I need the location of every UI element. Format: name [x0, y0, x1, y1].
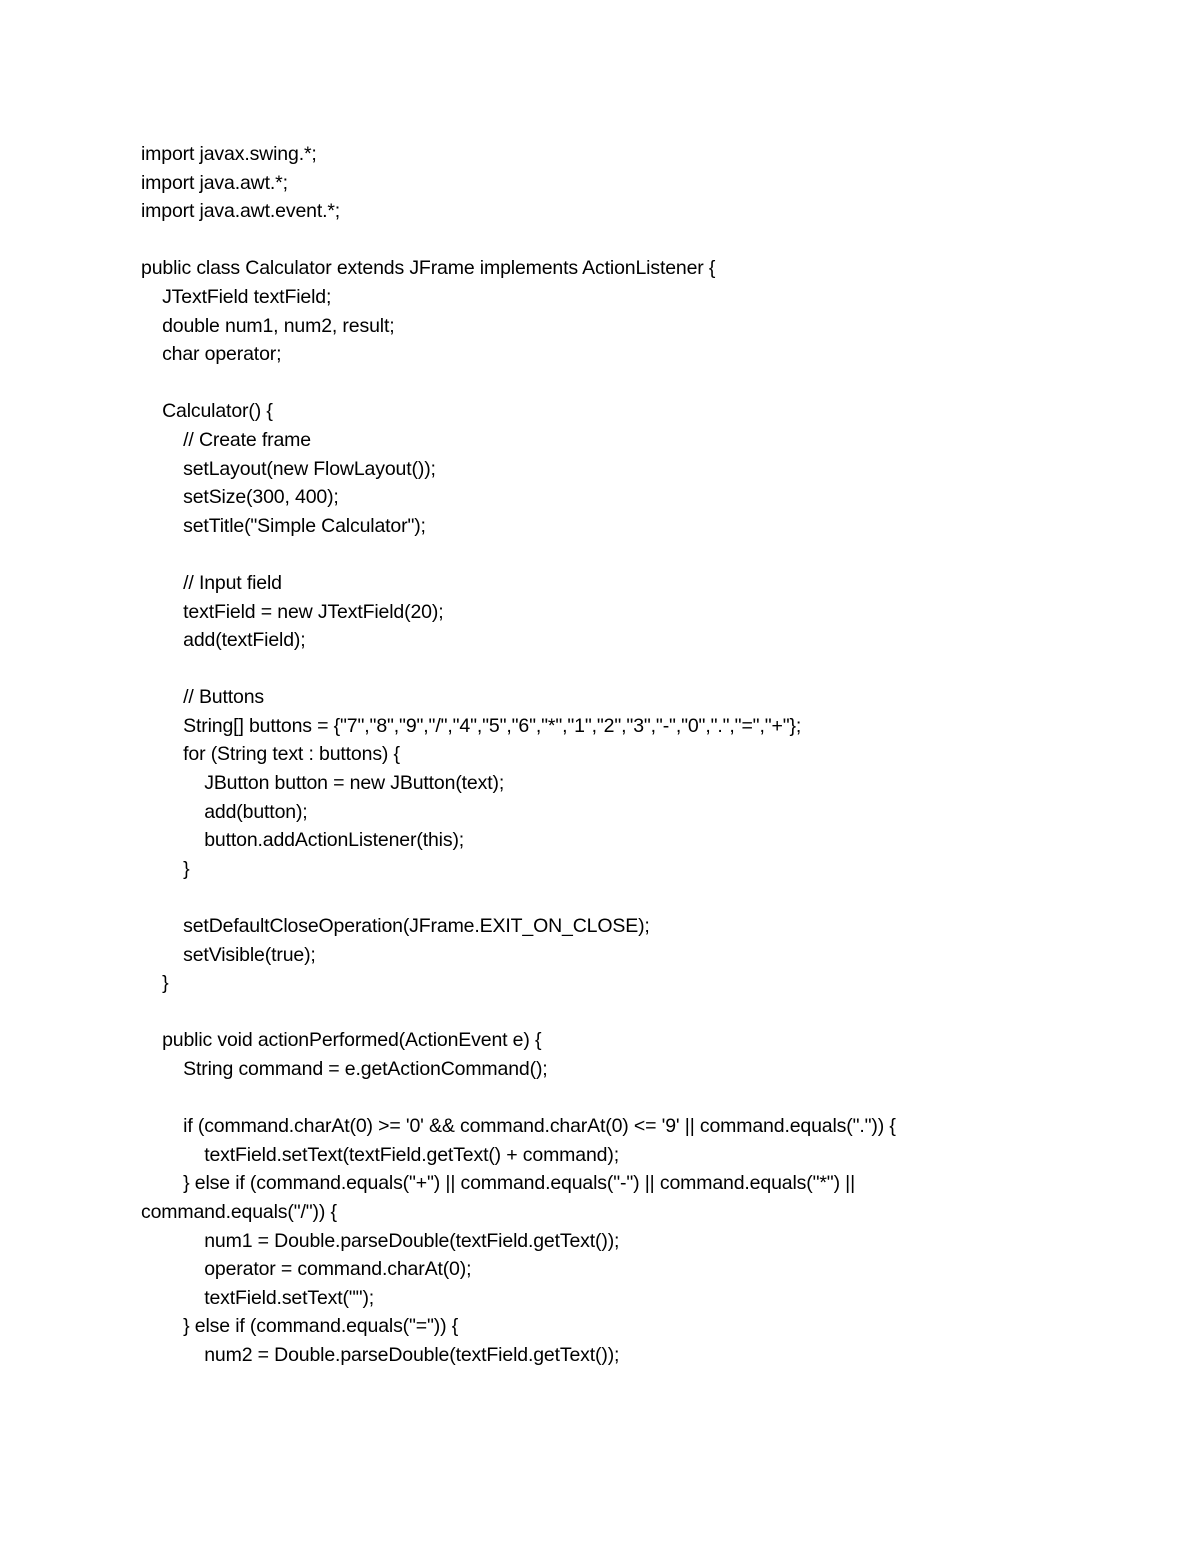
- code-line: add(button);: [141, 800, 308, 823]
- code-line: double num1, num2, result;: [141, 314, 395, 337]
- code-line: num1 = Double.parseDouble(textField.getText());: [141, 1229, 620, 1252]
- code-listing: [141, 140, 1141, 1370]
- code-line: [141, 540, 1141, 569]
- code-line: setSize(300, 400);: [141, 486, 339, 509]
- code-line: operator = command.charAt(0);: [141, 1258, 472, 1281]
- code-line: textField.setText(textField.getText() + command);: [141, 1143, 619, 1166]
- code-line: char operator;: [141, 343, 282, 366]
- code-line: textField = new JTextField(20);: [141, 600, 444, 623]
- code-line: String[] buttons = {"7","8","9","/","4","5","6","*","1","2","3","-","0",".","=","+"};: [141, 714, 802, 737]
- code-line: } else if (command.equals("=")) {: [141, 1315, 459, 1338]
- code-line: // Buttons: [141, 686, 265, 709]
- code-line: [141, 655, 1141, 684]
- code-line: // Create frame: [141, 428, 311, 451]
- code-line: button.addActionListener(this);: [141, 829, 465, 852]
- code-line: setLayout(new FlowLayout());: [141, 457, 436, 480]
- code-line: [141, 226, 1141, 255]
- code-line: }: [141, 972, 169, 995]
- code-line: [141, 883, 1141, 912]
- code-line: setTitle("Simple Calculator");: [141, 514, 426, 537]
- code-line: public class Calculator extends JFrame implements ActionListener {: [141, 257, 716, 280]
- code-line: command.equals("/")) {: [141, 1200, 337, 1223]
- code-line: setDefaultCloseOperation(JFrame.EXIT_ON_CLOSE);: [141, 915, 650, 938]
- code-line: [141, 369, 1141, 398]
- code-line: Calculator() {: [141, 400, 273, 423]
- code-line: add(textField);: [141, 629, 306, 652]
- code-line: [141, 998, 1141, 1027]
- code-line: textField.setText("");: [141, 1286, 375, 1309]
- code-line: String command = e.getActionCommand();: [141, 1058, 548, 1080]
- code-line: num2 = Double.parseDouble(textField.getText());: [141, 1343, 620, 1366]
- code-line: public void actionPerformed(ActionEvent e) {: [141, 1029, 542, 1052]
- code-line: for (String text : buttons) {: [141, 743, 400, 766]
- code-line: import java.awt.*;: [141, 171, 288, 194]
- code-line: JButton button = new JButton(text);: [141, 772, 505, 795]
- code-line: JTextField textField;: [141, 285, 332, 308]
- code-line: }: [141, 857, 190, 880]
- code-line: [141, 1084, 1141, 1113]
- code-line: import java.awt.event.*;: [141, 200, 341, 223]
- code-line: if (command.charAt(0) >= '0' && command.charAt(0) <= '9' || command.equals(".")) {: [141, 1115, 896, 1138]
- code-line: // Input field: [141, 571, 282, 594]
- code-line: } else if (command.equals("+") || command.equals("-") || command.equals("*") ||: [141, 1172, 856, 1195]
- code-line: setVisible(true);: [141, 943, 316, 966]
- code-line: import javax.swing.*;: [141, 143, 317, 165]
